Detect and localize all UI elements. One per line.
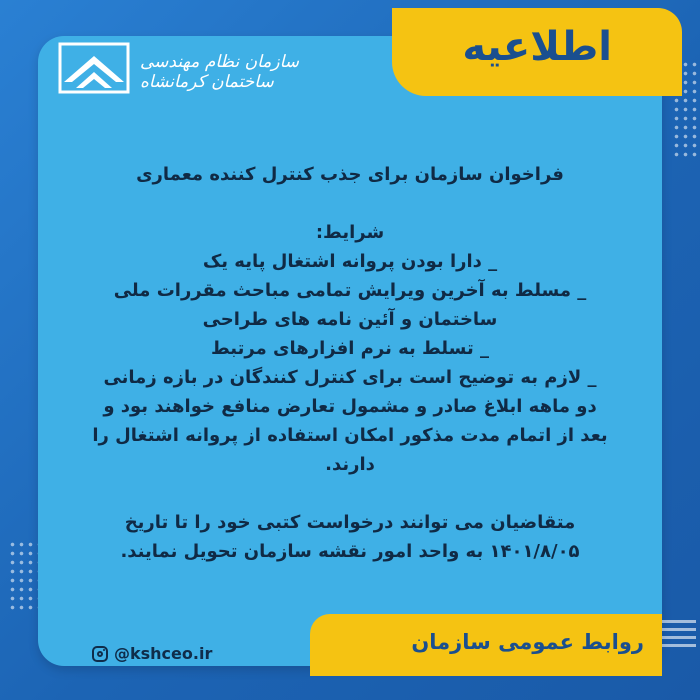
social-handle-text: @kshceo.ir (114, 644, 213, 663)
condition-item: دو ماهه ابلاغ صادر و مشمول تعارض منافع خواهند بود و (103, 396, 597, 417)
condition-item: _ تسلط به نرم افزارهای مرتبط (211, 338, 489, 359)
deadline-text: ۱۴۰۱/۸/۰۵ به واحد امور نقشه سازمان تحویل نمایند. (120, 541, 580, 562)
deadline-text: متقاضیان می توانند درخواست کتبی خود را تا تاریخ (124, 512, 576, 533)
page-title: اطلاعیه (462, 24, 612, 70)
condition-item: _ مسلط به آخرین ویرایش تمامی مباحث مقررات ملی (113, 280, 587, 301)
condition-item: ساختمان و آئین نامه های طراحی (202, 309, 498, 330)
footer-signature: روابط عمومی سازمان (411, 630, 644, 654)
conditions-heading: شرایط: (315, 222, 385, 243)
social-handle[interactable] (92, 644, 212, 663)
announcement-headline: فراخوان سازمان برای جذب کنترل کننده معماری (136, 164, 564, 185)
announcement-body (70, 160, 630, 566)
organization-name: سازمان نظام مهندسی ساختمان کرمانشاه (140, 52, 300, 92)
condition-item: _ دارا بودن پروانه اشتغال پایه یک (202, 251, 498, 272)
condition-item: _ لازم به توضیح است برای کنترل کنندگان در بازه زمانی (103, 367, 597, 388)
condition-item: بعد از اتمام مدت مذکور امکان استفاده از پروانه اشتغال را دارند. (92, 425, 608, 475)
building-roof-logo-icon (58, 42, 130, 94)
instagram-icon (92, 646, 108, 662)
